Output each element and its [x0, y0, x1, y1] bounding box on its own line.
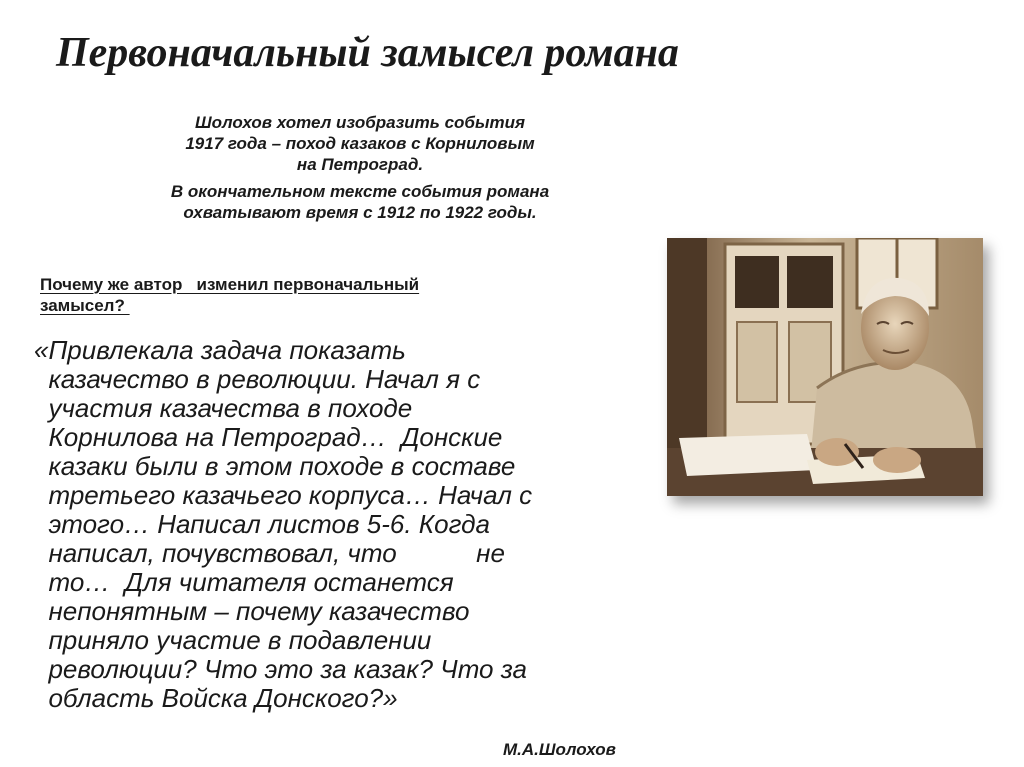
portrait-illustration — [667, 238, 983, 496]
quote-text: «Привлекала задача показать казачество в революции. Начал я с участия казачества в походе Корнилова на Петроград… Донские казаки были в этом походе в составе третьего казачьего корпуса… Начал с этого… Написал листов 5-6. Когда написал, почувствовал, что не то… Для читателя останется непонятным – почему казачество приняло участие в подавлении революции? Что это за казак? Что за область Войска Донского?» — [34, 335, 533, 713]
intro-paragraph: В окончательном тексте события романа охватывают время с 1912 по 1922 годы. — [170, 182, 550, 222]
intro-paragraph: Шолохов хотел изобразить события 1917 года – поход казаков с Корниловым на Петроград. — [185, 113, 535, 174]
portrait-photo — [667, 238, 983, 496]
slide-title: Первоначальный замысел романа — [56, 30, 679, 76]
intro-text — [70, 112, 650, 223]
quote-author: М.А.Шолохов — [503, 740, 616, 759]
question-text: Почему же автор изменил первоначальный замысел? — [40, 275, 420, 315]
